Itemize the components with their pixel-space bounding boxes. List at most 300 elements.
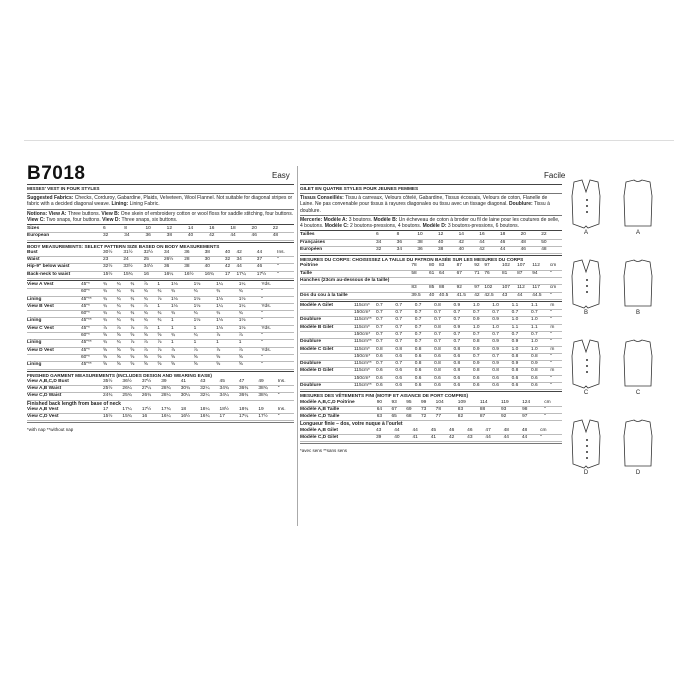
fabric-width: 115cm* [354, 368, 370, 374]
value-cell: 47 [238, 378, 245, 384]
value-cell: 0.6 [414, 375, 422, 381]
value-cell: 46 [251, 233, 257, 239]
value-cell: 1 [157, 303, 161, 309]
value-cell: 32 [103, 233, 109, 239]
value-cell: ⅝ [143, 362, 148, 368]
value-cell: 43 [501, 292, 508, 298]
unit-cell: cm [549, 263, 557, 269]
value-cell: 39.5 [411, 292, 421, 298]
vest-back-view-sketch [618, 338, 658, 396]
value-cell: 17½ [256, 271, 267, 277]
value-cell: 1 [216, 340, 219, 346]
vest-front-view-sketch [566, 418, 606, 476]
value-cell: 119 [501, 399, 509, 405]
unit-cell: Yds. [261, 347, 271, 353]
value-cell: 27¼ [141, 386, 152, 392]
value-cell: 28¼ [161, 393, 171, 399]
value-cell: 20 [251, 226, 257, 232]
value-cell: " [540, 434, 542, 440]
value-cell: 0.7 [376, 310, 383, 316]
table-row [300, 232, 562, 239]
value-cell: ¾ [130, 296, 135, 302]
row-sub [389, 263, 411, 270]
value-cell: 17¼ [122, 406, 132, 412]
value-cell: 10 [145, 226, 151, 232]
yardage-row [300, 331, 562, 338]
value-cell: 0.9 [472, 346, 480, 352]
value-cell: 1.0 [472, 324, 480, 330]
value-cell: ¾ [103, 311, 108, 317]
value-cell: 92 [456, 285, 462, 291]
value-cell: 1⅛ [170, 296, 178, 302]
value-cell: 0.9 [511, 361, 519, 367]
row-label: Lining [27, 318, 42, 324]
view-letter: D [635, 470, 641, 476]
value-cell: 45 [219, 378, 225, 384]
row-label: View D Vest [27, 347, 54, 353]
value-cell: ¾ [143, 318, 148, 324]
value-cell: 1⅛ [216, 318, 223, 324]
value-cell: 16 [479, 232, 485, 238]
value-cell: 44 [394, 427, 400, 433]
view-letter: A [635, 230, 640, 236]
row-sub [81, 257, 103, 264]
french-column [300, 183, 562, 454]
value-cell: 15¾ [123, 271, 133, 277]
value-cell: ⅞ [143, 303, 148, 309]
row-label: Européen [300, 246, 323, 252]
value-cell: 73 [420, 406, 427, 412]
value-cell: 18¾ [238, 406, 249, 412]
value-cell: 93 [501, 406, 507, 412]
value-cell: 0.7 [492, 331, 499, 337]
view-letter: A [583, 230, 588, 236]
value-cell: 41 [412, 434, 418, 440]
value-cell: 69 [406, 406, 412, 412]
value-cell: 88 [479, 406, 486, 412]
value-cell: 38¾ [258, 386, 268, 392]
row-label: Modèle A,B Gilet [300, 427, 338, 433]
value-cell: 36 [163, 264, 170, 270]
value-cell: 1⅛ [170, 303, 178, 309]
row-label: Doublure [300, 317, 322, 323]
value-cell: ⅝ [193, 354, 198, 360]
value-cell: 0.8 [531, 368, 538, 374]
table-row [300, 270, 562, 277]
vest-back-view-sketch [618, 418, 658, 476]
value-cell: 34 [396, 246, 402, 252]
french-title: GILET EN QUATRE STYLES POUR JEUNES FEMMES [300, 186, 419, 191]
fr-body-title: MESURES DU CORPS: CHOISISSEZ LA TAILLE DU PATRON BASÉE SUR LES MESURES DU CORPS [300, 257, 524, 263]
value-cell: 42 [458, 239, 464, 245]
row-sub [389, 277, 411, 284]
value-cell: 117 [532, 285, 540, 291]
row-sub [389, 292, 411, 299]
value-cell: 112 [517, 285, 525, 291]
value-cell: ⅝ [238, 362, 243, 368]
vest-back-view-sketch [618, 178, 658, 236]
yardage-row [300, 375, 562, 382]
fabric-width: 45"** [81, 296, 92, 302]
column-divider [297, 166, 298, 526]
value-cell: 10 [417, 232, 423, 238]
value-cell: 0.6 [414, 383, 422, 389]
value-cell: 34 [376, 239, 382, 245]
value-cell: 1.0 [511, 317, 519, 323]
fabric-width: 115cm* [354, 346, 370, 352]
row-sub [354, 434, 376, 441]
row-sub [81, 393, 103, 400]
fabric-width: 45"** [81, 362, 92, 368]
value-cell: 0.8 [531, 353, 538, 359]
table-row [27, 393, 294, 400]
value-cell: 34 [124, 233, 130, 239]
value-cell: 42 [224, 264, 231, 270]
value-cell: 0.6 [376, 368, 383, 374]
value-cell: 109 [457, 399, 466, 405]
yardage-row [27, 333, 294, 340]
value-cell: 1.0 [511, 346, 519, 352]
value-cell: 0.7 [376, 324, 383, 330]
value-cell: 0.7 [395, 310, 403, 316]
value-cell: 1⅛ [238, 318, 246, 324]
value-cell: 14 [458, 232, 464, 238]
value-cell: 48 [503, 427, 509, 433]
value-cell: 42 [474, 292, 480, 298]
row-label: Modèle C Gilet [300, 346, 334, 352]
value-cell: ⅞ [130, 340, 135, 346]
value-cell: ⅞ [116, 325, 121, 331]
view-letter: B [583, 310, 588, 316]
value-cell: 90 [376, 399, 383, 405]
value-cell: 1 [157, 282, 161, 287]
value-cell: 46 [448, 427, 455, 433]
table-row [300, 263, 562, 270]
value-cell: 112 [532, 263, 540, 269]
value-cell: 12 [437, 232, 444, 238]
yardage-row [27, 318, 294, 325]
value-cell: 1 [193, 340, 197, 346]
value-cell: 0.6 [376, 375, 383, 381]
value-cell: 1.0 [472, 302, 480, 308]
value-cell: 0.8 [453, 361, 461, 367]
difficulty-label-en: Easy [272, 171, 290, 180]
value-cell: 17¼ [238, 414, 249, 420]
table-row [27, 407, 294, 414]
value-cell: 0.7 [453, 339, 461, 345]
value-cell: 0.7 [395, 339, 403, 345]
value-cell: ¾ [130, 282, 135, 287]
value-cell: ¾ [170, 333, 175, 339]
value-cell: 0.7 [453, 331, 461, 337]
row-label [300, 310, 354, 317]
value-cell: 63 [376, 414, 383, 420]
value-cell: 40 [458, 246, 464, 252]
value-cell: 44.5 [532, 292, 542, 298]
fr-back-table [300, 428, 562, 443]
value-cell: 83 [411, 285, 417, 291]
yardage-row [300, 346, 562, 353]
value-cell: ⅞ [143, 325, 148, 331]
fabric-width: 150cm* [354, 353, 371, 359]
notions: Notions: View A: Three buttons. View B: One skein of embroidery cotton or wool floss for saddle stitching, four buttons. View C: Two snaps, four buttons. View D: Three snaps, six buttons. [27, 210, 294, 223]
value-cell: 1 [238, 340, 242, 346]
value-cell: 32¼ [200, 393, 210, 399]
value-cell: ¾ [157, 318, 162, 324]
value-cell: ¾ [116, 282, 121, 287]
vest-back-view-sketch [618, 258, 658, 316]
value-cell: 99 [420, 399, 427, 405]
value-cell: ⅞ [143, 347, 148, 353]
value-cell: 46 [499, 239, 506, 245]
row-label [27, 289, 81, 296]
row-sub [355, 414, 377, 421]
value-cell: 1 [157, 325, 161, 331]
value-cell: 41 [430, 434, 437, 440]
row-label [27, 354, 81, 361]
row-label: Sizes [27, 226, 40, 232]
value-cell: 22 [272, 226, 279, 232]
vest-front-view-sketch [566, 178, 606, 236]
unit-cell: Ins. [277, 378, 286, 384]
fabric-width: 150cm* [354, 375, 371, 381]
value-cell: 0.7 [531, 331, 538, 337]
value-cell: 38 [437, 246, 444, 252]
value-cell: 0.9 [453, 324, 461, 330]
value-cell: ¾ [216, 311, 221, 317]
value-cell: " [277, 386, 280, 392]
value-cell: 0.8 [414, 361, 422, 367]
value-cell: 22 [541, 232, 547, 238]
en-finished-title: FINISHED GARMENT MEASUREMENTS (INCLUDES DESIGN AND WEARING EASE) [27, 372, 212, 378]
value-cell: 0.9 [472, 361, 480, 367]
value-cell: ¾ [193, 333, 198, 339]
value-cell: 1¼ [238, 282, 246, 287]
value-cell: 43 [376, 427, 382, 433]
value-cell: 0.9 [492, 317, 499, 323]
fabric-width: 115cm** [354, 317, 372, 323]
value-cell: 1.0 [531, 346, 538, 352]
yardage-row [27, 347, 294, 354]
value-cell: 65 [391, 414, 397, 420]
value-cell: ¾ [103, 340, 108, 346]
table-row [27, 386, 294, 393]
table-row [300, 406, 562, 413]
value-cell: ¾ [238, 289, 243, 295]
value-cell: 0.7 [434, 339, 441, 345]
yardage-row [300, 383, 562, 390]
value-cell: 88 [439, 285, 445, 291]
tissus-conseilles: Tissus Conseillés: Tissu à carreaux, Velours côtelé, Gabardine, Tissus écossais, Velours de coton, Flanelle de Laine. Ne pas convenable pour tissus à rayures diagonales ou tissu avec un tissage diagonal. Doublure: Tissu à doublure. [300, 195, 550, 214]
value-cell: 0.8 [453, 346, 461, 352]
value-cell: 0.8 [511, 368, 519, 374]
fabric-width: 60"* [81, 333, 90, 339]
value-cell: 0.9 [492, 346, 499, 352]
row-sub [389, 270, 411, 277]
value-cell: ¾ [157, 311, 162, 317]
table-row [27, 379, 294, 386]
value-cell: 0.6 [395, 383, 403, 389]
row-sub [355, 400, 377, 407]
yardage-row [27, 362, 294, 369]
unit-cell: " [550, 383, 553, 389]
unit-cell: " [550, 317, 553, 323]
fabric-width: 150cm* [354, 310, 371, 316]
value-cell: 36¾ [238, 386, 249, 392]
value-cell: 72 [420, 414, 427, 420]
row-label: View C,D Vest [27, 414, 59, 420]
yardage-row [300, 317, 562, 324]
row-label: Doublure [300, 383, 322, 389]
value-cell: 40 [428, 292, 435, 298]
value-cell: 1⅛ [238, 325, 246, 331]
value-cell: ⅞ [216, 333, 221, 339]
fabric-width: 60"* [81, 311, 90, 317]
value-cell: ⅝ [216, 362, 221, 368]
table-row [300, 292, 562, 299]
value-cell: 0.7 [414, 302, 422, 308]
unit-cell: cm [540, 427, 547, 433]
row-label [300, 285, 389, 292]
value-cell: 40 [394, 434, 400, 440]
value-cell: 0.7 [414, 339, 422, 345]
row-label: Modèle C,D Taille [300, 414, 340, 420]
row-label: Hip-9" below waist [27, 264, 70, 270]
value-cell: ⅝ [157, 354, 162, 360]
table-row [300, 414, 562, 421]
unit-cell: Yds. [261, 282, 271, 287]
value-cell: 0.7 [472, 353, 480, 359]
value-cell: ¾ [116, 303, 121, 309]
row-label: Hanches (23cm au-dessous de la taille) [300, 277, 390, 283]
yardage-row [300, 339, 562, 346]
value-cell: 41 [180, 378, 187, 384]
value-cell: 38 [184, 264, 190, 270]
fabric-width: 115cm* [354, 302, 370, 308]
value-cell: 0.7 [376, 302, 383, 308]
value-cell: 16½ [180, 414, 191, 420]
value-cell: 92 [501, 414, 507, 420]
value-cell: 0.8 [434, 302, 441, 308]
value-cell: 0.7 [376, 361, 383, 367]
row-label: Back-neck to waist [27, 271, 71, 277]
value-cell: ⅝ [116, 354, 121, 360]
value-cell: 44 [503, 434, 509, 440]
value-cell: 16¼ [161, 414, 171, 420]
value-cell: 18 [230, 226, 236, 232]
value-cell: 0.9 [472, 317, 480, 323]
value-cell: 1.1 [531, 302, 538, 308]
row-label [27, 333, 81, 340]
value-cell: 0.8 [472, 368, 480, 374]
value-cell: 0.6 [453, 375, 461, 381]
value-cell: 1⅛ [193, 303, 201, 309]
unit-cell: " [550, 339, 553, 345]
value-cell: 30 [204, 257, 210, 263]
row-label: Françaises [300, 239, 326, 245]
fr-yardage-table [300, 303, 562, 391]
value-cell: 0.7 [453, 317, 461, 323]
value-cell: ¾ [216, 289, 221, 295]
english-column [27, 183, 294, 434]
table-row [27, 414, 294, 421]
row-label [300, 353, 354, 360]
table-row [27, 264, 294, 271]
table-row [27, 226, 294, 233]
row-label [300, 331, 354, 338]
row-sub [389, 285, 411, 292]
value-cell: 16 [143, 271, 149, 277]
value-cell: 17 [219, 414, 225, 420]
unit-cell: " [550, 361, 553, 367]
value-cell: 1 [170, 318, 174, 324]
value-cell: 64 [376, 406, 383, 412]
value-cell: 95 [406, 399, 412, 405]
value-cell: 0.8 [376, 346, 383, 352]
row-label: Bust [27, 249, 38, 255]
value-cell: 0.7 [434, 310, 441, 316]
row-label: Waist [27, 257, 40, 263]
value-cell: 15½ [103, 414, 113, 420]
value-cell: 36 [417, 246, 423, 252]
fabric-width: 115cm** [354, 383, 372, 389]
value-cell: 18¼ [200, 406, 210, 412]
unit-cell: Ins. [277, 406, 286, 412]
value-cell: 32½ [143, 249, 153, 255]
value-cell: 1.0 [492, 324, 499, 330]
value-cell: 1.0 [531, 317, 538, 323]
unit-cell: m [550, 346, 555, 352]
value-cell: 44 [230, 233, 236, 239]
value-cell: 68 [406, 414, 412, 420]
value-cell: 42 [236, 249, 242, 255]
unit-cell: " [550, 353, 553, 359]
value-cell: 31½ [123, 249, 133, 255]
value-cell: ⅝ [130, 362, 135, 368]
row-label: Modèle A,B Taille [300, 406, 340, 412]
value-cell: 42 [448, 434, 455, 440]
fabric-width: 45"** [81, 340, 92, 346]
value-cell: 30¼ [180, 393, 191, 399]
row-label: View A,B Waist [27, 386, 62, 392]
yardage-row [27, 282, 294, 289]
value-cell: 44 [236, 264, 242, 270]
value-cell: ¾ [143, 311, 148, 317]
value-cell: 0.6 [395, 353, 403, 359]
value-cell: 20 [520, 232, 526, 238]
table-row [300, 239, 562, 246]
value-cell: " [277, 264, 279, 270]
table-row [27, 250, 294, 257]
value-cell: ⅞ [193, 347, 198, 353]
value-cell: 1⅛ [238, 296, 246, 302]
view-letter: B [635, 310, 640, 316]
value-cell: 97 [474, 285, 480, 291]
value-cell: 40 [204, 264, 210, 270]
row-label: View A,B Vest [27, 406, 59, 412]
value-cell: 0.8 [434, 361, 441, 367]
view-letter: C [635, 390, 641, 396]
difficulty-label-fr: Facile [544, 171, 566, 180]
value-cell: 40 [187, 233, 194, 239]
value-cell: 0.6 [414, 368, 422, 374]
value-cell: 34¾ [219, 386, 229, 392]
value-cell: ⅝ [130, 347, 135, 353]
fr-back-title: Longueur finie – dos, votre nuque à l'ourlet [300, 421, 403, 428]
value-cell: ¾ [170, 289, 175, 295]
row-label: Tailles [300, 232, 315, 238]
value-cell: 32 [376, 246, 382, 252]
